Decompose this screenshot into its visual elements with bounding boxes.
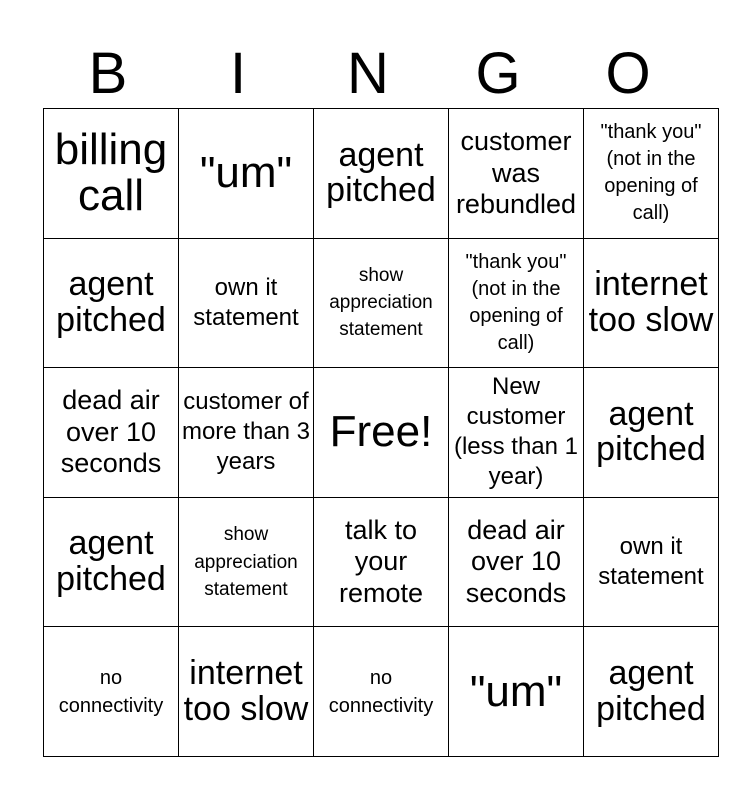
bingo-cell[interactable]: New customer (less than 1 year) [449,368,584,498]
header-letter-n: N [347,41,389,106]
bingo-row [44,109,719,239]
bingo-cell[interactable]: "thank you" (not in the opening of call) [584,109,719,239]
bingo-row [44,368,719,498]
bingo-cell[interactable]: show appreciation statement [179,497,314,627]
bingo-cell[interactable]: no connectivity [44,627,179,757]
bingo-cell[interactable]: talk to your remote [314,497,449,627]
bingo-cell[interactable]: customer of more than 3 years [179,368,314,498]
header-letter-g: G [475,41,521,106]
bingo-cell[interactable]: customer was rebundled [449,109,584,239]
bingo-cell[interactable]: "um" [449,627,584,757]
bingo-cell[interactable]: billing call [44,109,179,239]
bingo-cell[interactable]: agent pitched [584,368,719,498]
bingo-cell-free[interactable]: Free! [314,368,449,498]
bingo-cell[interactable]: internet too slow [584,238,719,368]
bingo-cell[interactable]: show appreciation statement [314,238,449,368]
bingo-cell[interactable]: "um" [179,109,314,239]
header-letter-i: I [229,41,247,106]
bingo-row [44,497,719,627]
bingo-cell[interactable]: own it statement [584,497,719,627]
bingo-grid [43,108,719,757]
header-letter-b: B [88,41,128,106]
bingo-cell[interactable]: agent pitched [314,109,449,239]
bingo-header [43,40,693,108]
header-letter-o: O [605,41,651,106]
bingo-cell[interactable]: agent pitched [584,627,719,757]
bingo-row [44,627,719,757]
bingo-cell[interactable]: agent pitched [44,238,179,368]
bingo-cell[interactable]: no connectivity [314,627,449,757]
bingo-cell[interactable]: internet too slow [179,627,314,757]
bingo-cell[interactable]: "thank you" (not in the opening of call) [449,238,584,368]
bingo-cell[interactable]: dead air over 10 seconds [44,368,179,498]
bingo-cell[interactable]: dead air over 10 seconds [449,497,584,627]
bingo-cell[interactable]: own it statement [179,238,314,368]
bingo-row [44,238,719,368]
bingo-cell[interactable]: agent pitched [44,497,179,627]
